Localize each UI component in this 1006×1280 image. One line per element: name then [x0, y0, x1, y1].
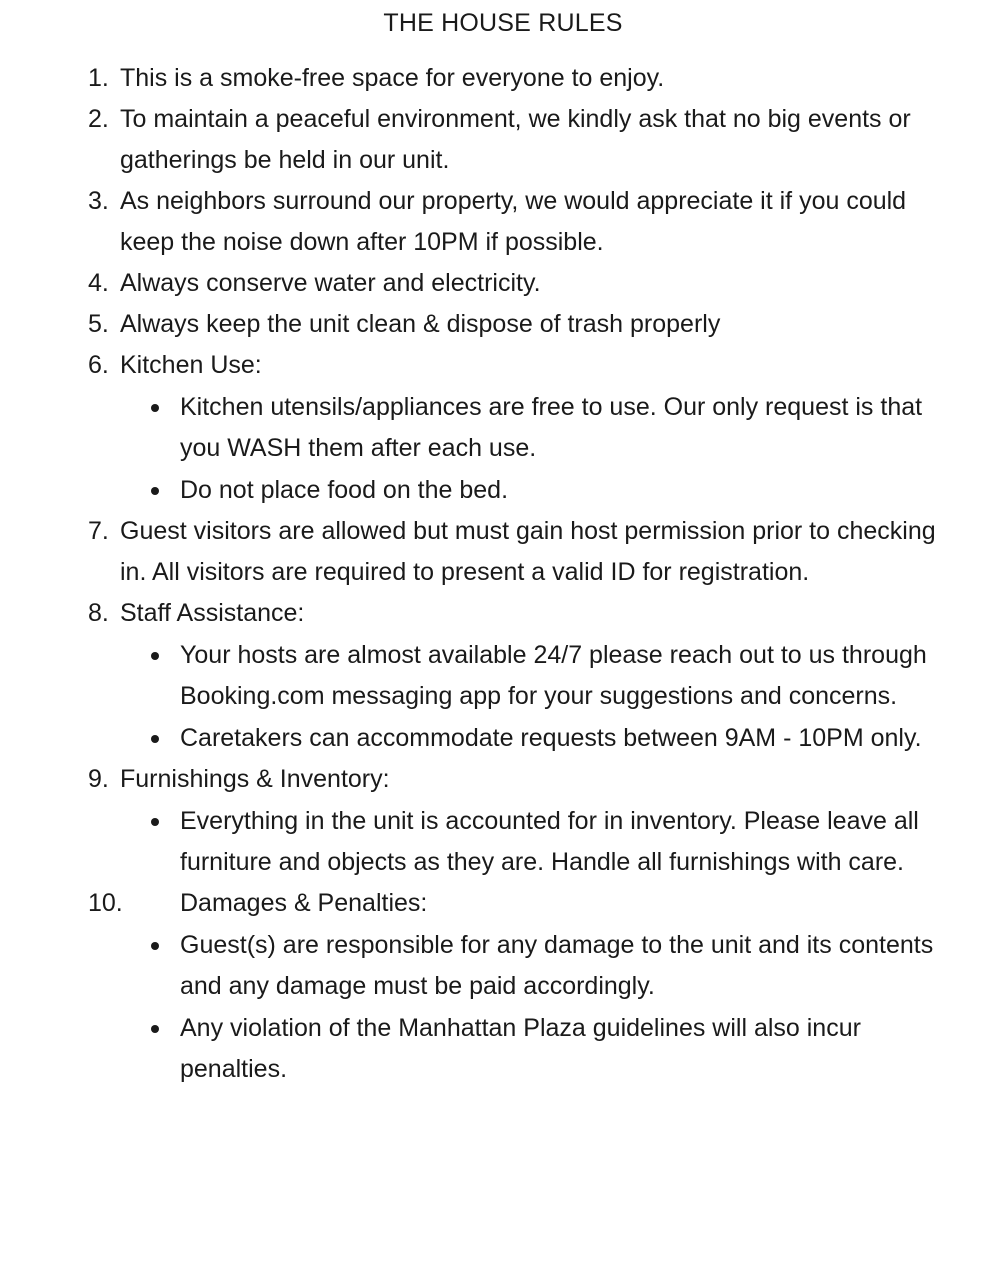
rule-number: 10.: [88, 889, 123, 917]
bullet-text: Your hosts are almost available 24/7 please reach out to us through Booking.com messaging app for your suggestions and concerns.: [180, 641, 927, 710]
rule-number: 4.: [88, 269, 109, 297]
rule-number: 9.: [88, 765, 109, 793]
bullet-dot-icon: [151, 1025, 159, 1033]
bullet-text: Guest(s) are responsible for any damage to the unit and its contents and any damage must be paid accordingly.: [180, 931, 934, 1000]
rule-number: 5.: [88, 310, 109, 338]
rule-item: [0, 511, 1006, 593]
rule-text: Always conserve water and electricity.: [120, 269, 541, 297]
rule-item: [0, 58, 1006, 99]
bullet-item: [0, 1008, 955, 1090]
rule-text: Furnishings & Inventory:: [120, 765, 390, 793]
bullet-item: [0, 718, 955, 759]
bullet-dot-icon: [151, 942, 159, 950]
bullet-item: [0, 635, 955, 717]
bullet-text: Any violation of the Manhattan Plaza guidelines will also incur penalties.: [180, 1014, 861, 1083]
rule-bullets: [0, 801, 1006, 883]
rule-number: 7.: [88, 517, 109, 545]
rule-item: [0, 181, 1006, 263]
rule-text: Staff Assistance:: [120, 599, 305, 627]
rule-item: [0, 883, 1006, 1090]
bullet-dot-icon: [151, 818, 159, 826]
rule-item: [0, 759, 1006, 883]
rule-text: Guest visitors are allowed but must gain host permission prior to checking in. All visitors are required to present a valid ID for registration.: [120, 517, 936, 586]
rule-number: 6.: [88, 351, 109, 379]
rule-text: This is a smoke-free space for everyone to enjoy.: [120, 64, 665, 92]
bullet-dot-icon: [151, 487, 159, 495]
rule-item: [0, 593, 1006, 759]
rule-number: 3.: [88, 187, 109, 215]
rule-bullets: [0, 925, 1006, 1090]
bullet-dot-icon: [151, 404, 159, 412]
rule-item: [0, 345, 1006, 511]
rule-item: [0, 263, 1006, 304]
rule-number: 1.: [88, 64, 109, 92]
bullet-item: [0, 470, 955, 511]
bullet-item: [0, 925, 955, 1007]
rule-text: Kitchen Use:: [120, 351, 262, 379]
bullet-text: Kitchen utensils/appliances are free to use. Our only request is that you WASH them after each use.: [180, 393, 923, 462]
bullet-item: [0, 801, 955, 883]
bullet-dot-icon: [151, 652, 159, 660]
rule-item: [0, 99, 1006, 181]
rule-text: Always keep the unit clean & dispose of trash properly: [120, 310, 721, 338]
rule-item: [0, 304, 1006, 345]
rules-list: [0, 58, 1006, 1090]
rule-bullets: [0, 635, 1006, 759]
bullet-text: Everything in the unit is accounted for in inventory. Please leave all furniture and objects as they are. Handle all furnishings with care.: [180, 807, 919, 876]
rule-text: As neighbors surround our property, we would appreciate it if you could keep the noise down after 10PM if possible.: [120, 187, 907, 256]
rule-text: Damages & Penalties:: [180, 889, 428, 917]
bullet-dot-icon: [151, 735, 159, 743]
bullet-text: Caretakers can accommodate requests between 9AM - 10PM only.: [180, 724, 922, 752]
rule-text: To maintain a peaceful environment, we kindly ask that no big events or gatherings be held in our unit.: [120, 105, 911, 174]
rule-number: 2.: [88, 105, 109, 133]
bullet-text: Do not place food on the bed.: [180, 476, 509, 504]
rule-bullets: [0, 387, 1006, 511]
bullet-item: [0, 387, 955, 469]
page-title: THE HOUSE RULES: [383, 9, 623, 37]
rule-number: 8.: [88, 599, 109, 627]
